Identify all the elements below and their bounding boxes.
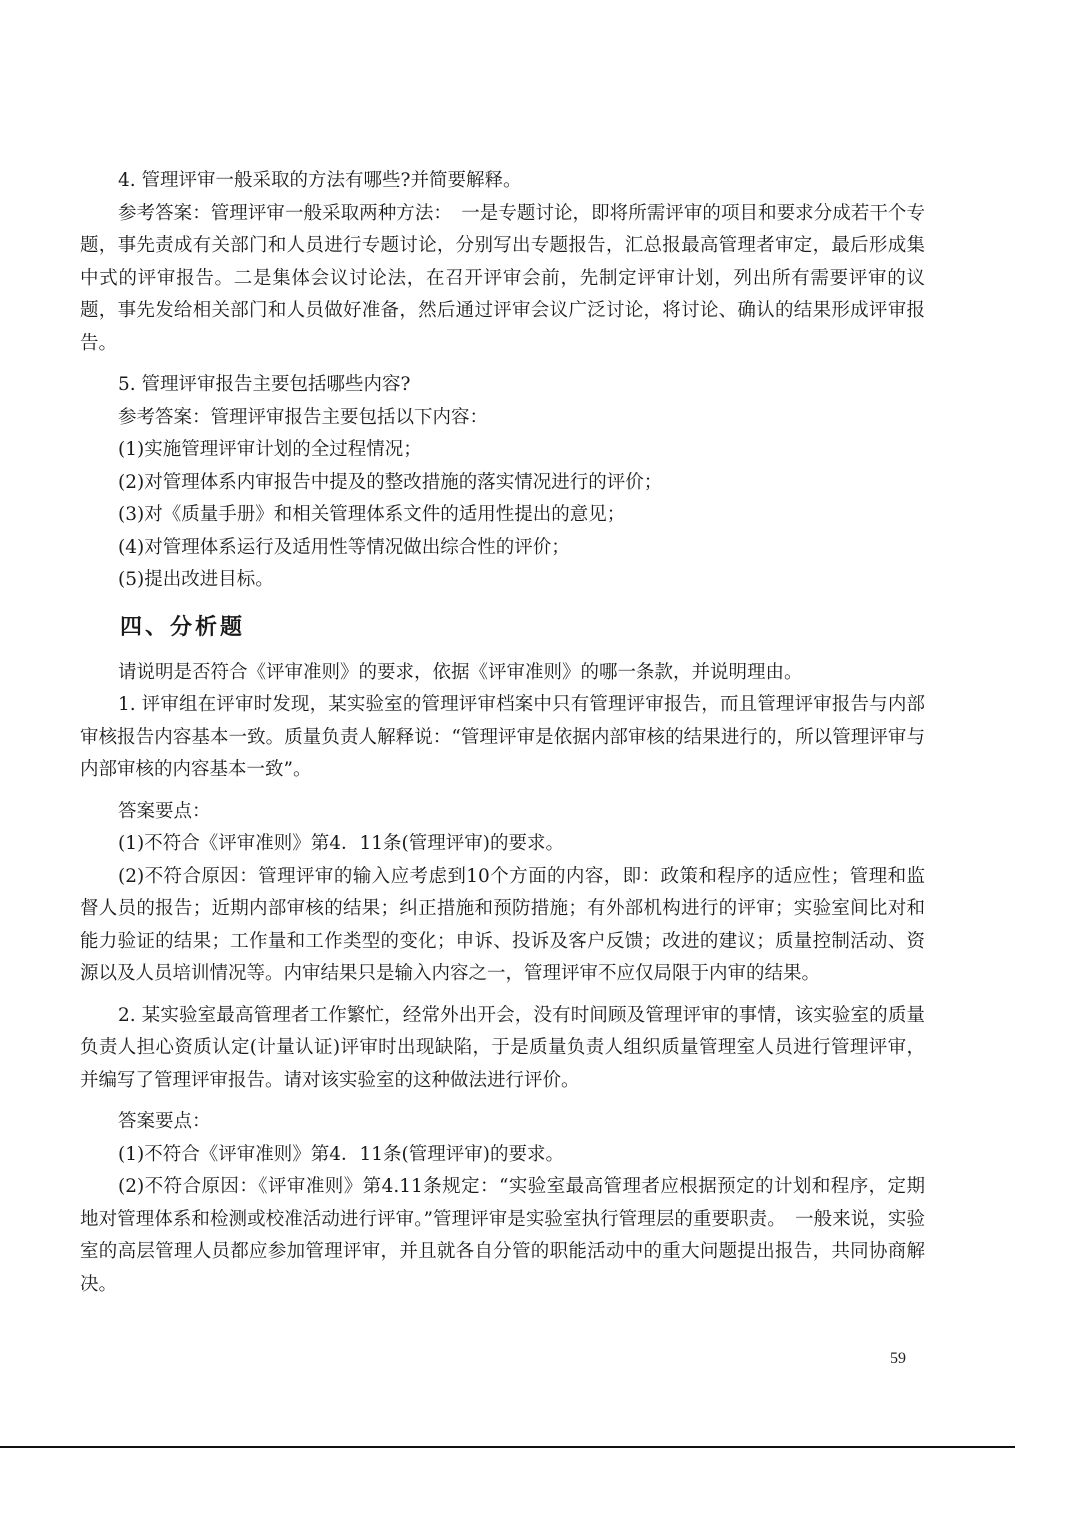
case2-text: 2. 某实验室最高管理者工作繁忙，经常外出开会，没有时间顾及管理评审的事情，该实验室的质量负责人担心资质认定(计量认证)评审时出现缺陷，于是质量负责人组织质量管理室人员进行管理评审，并编写了管理评审报告。请对该实验室的这种做法进行评价。 (80, 1004, 925, 1091)
q5-item: (1)实施管理评审计划的全过程情况； (118, 439, 422, 460)
page-number: 59 (890, 1350, 906, 1367)
q4-answer: 参考答案：管理评审一般采取两种方法： 一是专题讨论，即将所需评审的项目和要求分成若干个专题，事先责成有关部门和人员进行专题讨论，分别写出专题报告，汇总报最高管理者审定，最后形成集中式的评审报告。二是集体会议讨论法，在召开评审会前，先制定评审计划，列出所有需要评审的议题，事先发给相关部门和人员做好准备，然后通过评审会议广泛讨论，将讨论、确认的结果形成评审报告。 (80, 202, 925, 354)
q5-answer-intro: 参考答案：管理评审报告主要包括以下内容： (118, 406, 489, 428)
case1-text: 1. 评审组在评审时发现，某实验室的管理评审档案中只有管理评审报告，而且管理评审报告与内部审核报告内容基本一致。质量负责人解释说：“管理评审是依据内部审核的结果进行的，所以管理评审与内部审核的内容基本一致”。 (80, 694, 925, 780)
page-content (80, 165, 925, 1301)
section-heading: 四、分析题 (120, 614, 246, 640)
q5-item: (2)对管理体系内审报告中提及的整改措施的落实情况进行的评价； (118, 471, 663, 493)
section-intro: 请说明是否符合《评审准则》的要求，依据《评审准则》的哪一条款，并说明理由。 (118, 661, 803, 683)
q5-item: (5)提出改进目标。 (118, 569, 274, 590)
footer-divider (0, 1446, 1015, 1448)
case1-point-2: (2)不符合原因：管理评审的输入应考虑到10个方面的内容，即：政策和程序的适应性；管理和监督人员的报告；近期内部审核的结果；纠正措施和预防措施；有外部机构进行的评审；实验室间比对和能力验证的结果；工作量和工作类型的变化；申诉、投诉及客户反馈；改进的建议；质量控制活动、资源以及人员培训情况等。内审结果只是输入内容之一，管理评审不应仅局限于内审的结果。 (80, 865, 925, 984)
case1-point-1: (1)不符合《评审准则》第4．11条(管理评审)的要求。 (118, 833, 564, 854)
q5-item: (3)对《质量手册》和相关管理体系文件的适用性提出的意见； (118, 504, 626, 525)
q4-question: 4. 管理评审一般采取的方法有哪些?并简要解释。 (118, 170, 522, 191)
q5-item: (4)对管理体系运行及适用性等情况做出综合性的评价； (118, 536, 570, 558)
case2-point-1: (1)不符合《评审准则》第4．11条(管理评审)的要求。 (118, 1143, 564, 1165)
q5-question: 5. 管理评审报告主要包括哪些内容? (118, 374, 411, 395)
case2-point-2: (2)不符合原因：《评审准则》第4.11条规定：“实验室最高管理者应根据预定的计划和程序，定期地对管理体系和检测或校准活动进行评审。”管理评审是实验室执行管理层的重要职责。 一般来说，实验室的高层管理人员都应参加管理评审，并且就各自分管的职能活动中的重大问题提出报告，共同协商解决。 (80, 1176, 925, 1295)
case1-points-label: 答案要点： (118, 800, 211, 822)
case2-points-label: 答案要点： (118, 1111, 211, 1132)
